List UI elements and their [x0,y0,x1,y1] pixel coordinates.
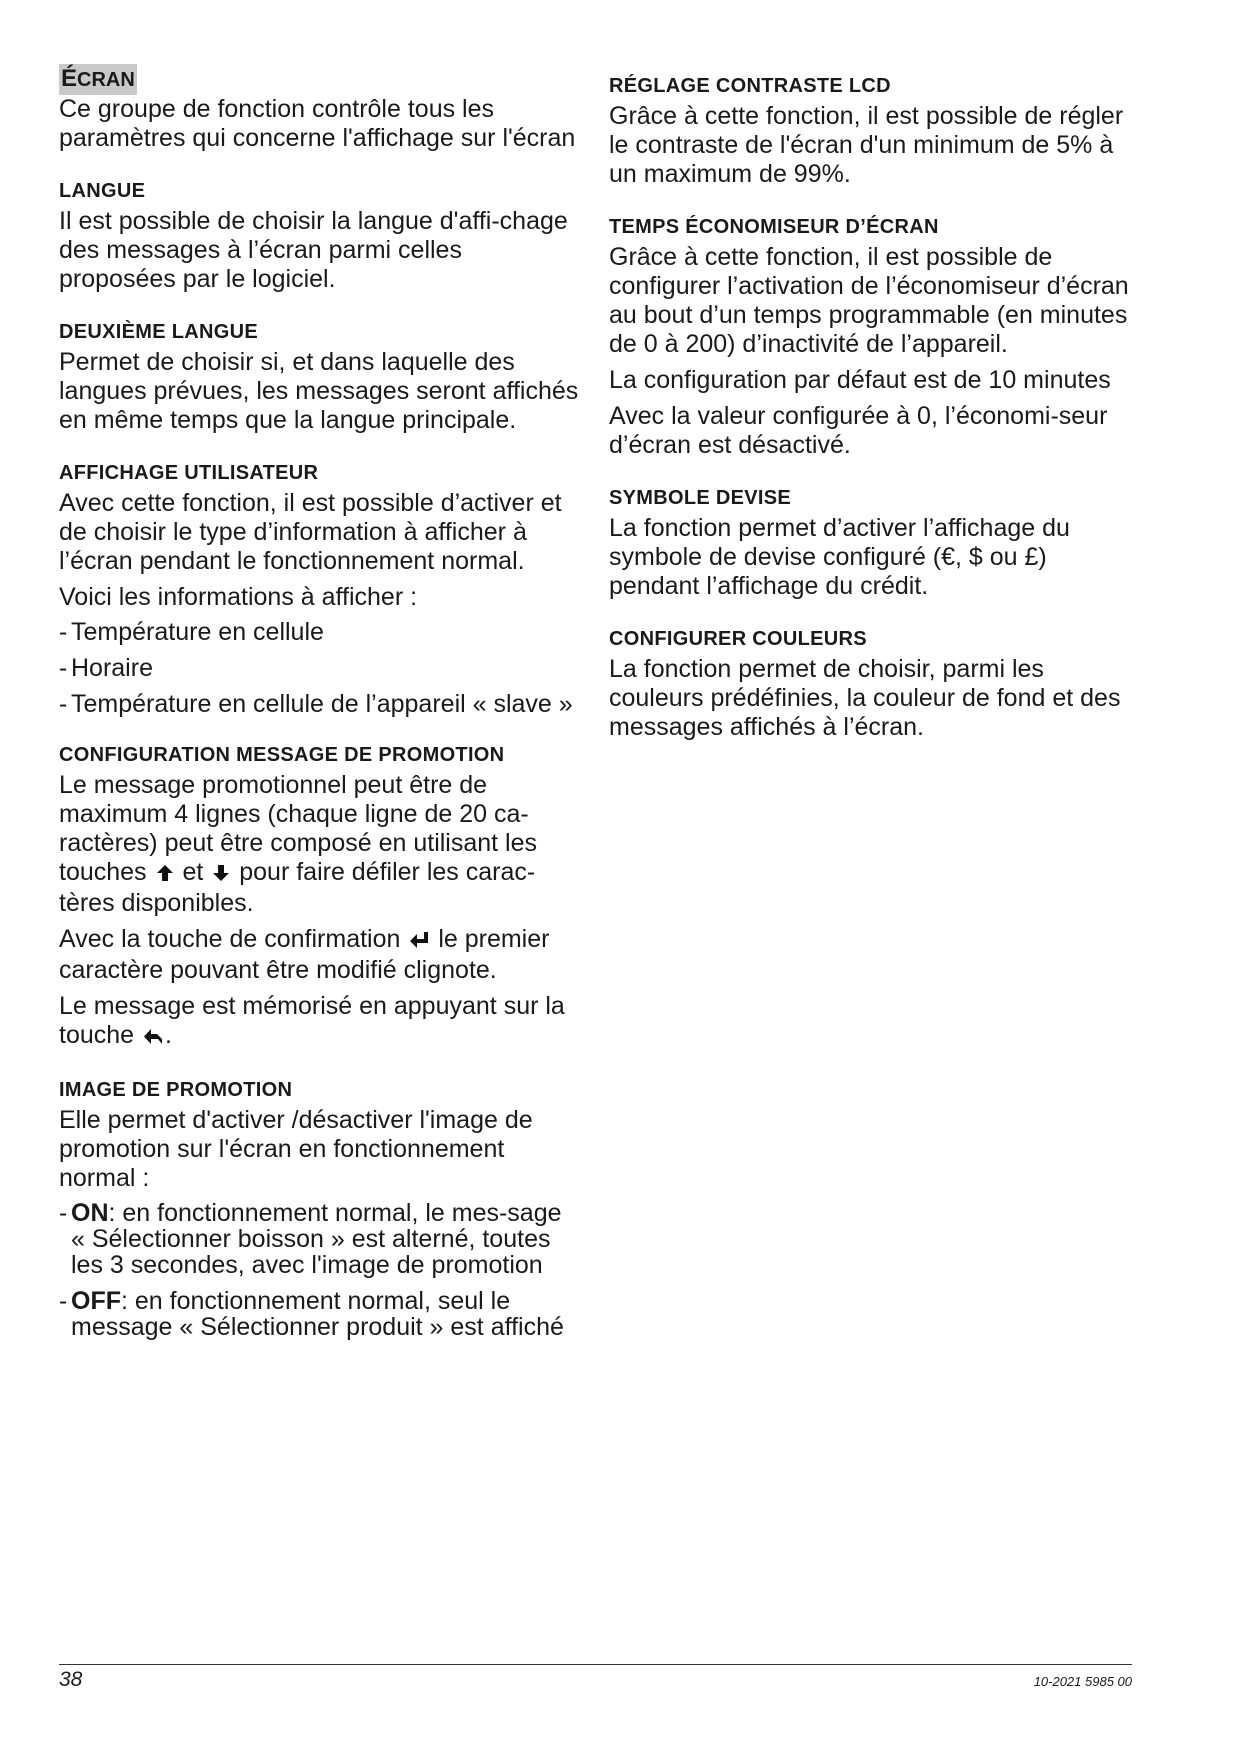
list-item-text: Température en cellule [71,618,324,646]
back-arrow-icon [143,1023,163,1052]
right-column [609,64,1139,749]
contraste-text: Grâce à cette fonction, il est possible de régler le contraste de l'écran d'un minimum de 5% à un maximum de 99%. [609,102,1124,188]
devise-title: SYMBOLE DEVISE [609,487,792,509]
affichage-utilisateur-list-intro: Voici les informations à afficher : [59,583,418,611]
list-item: - Température en cellule [59,618,324,646]
list-item: - Horaire [59,654,153,682]
message-promotion-p2: Avec la touche de confirmation le premier caractère pouvant être modifié clignote. [59,925,550,984]
list-item: - OFF: en fonctionnement normal, seul le message « Sélectionner produit » est affiché [59,1287,564,1341]
langue-title: LANGUE [59,180,146,202]
message-promotion-p3: Le message est mémorisé en appuyant sur la touche . [59,992,581,1052]
affichage-utilisateur-text: Avec cette fonction, il est possible d’activer et de choisir le type d’information à afficher à l’écran pendant le fonctionnement normal. [59,489,562,575]
list-item: - Température en cellule de l’appareil « slave » [59,690,573,718]
left-column [59,64,581,1350]
affichage-utilisateur-title: AFFICHAGE UTILISATEUR [59,462,319,484]
list-item-text: Horaire [71,654,153,682]
document-code: 10-2021 5985 00 [1033,1674,1132,1689]
arrow-down-icon [212,860,230,889]
couleurs-title: CONFIGURER COULEURS [609,628,867,650]
image-promotion-text: Elle permet d'activer /désactiver l'image de promotion sur l'écran en fonctionnement normal : [59,1106,533,1192]
on-label: ON [71,1199,109,1227]
couleurs-text: La fonction permet de choisir, parmi les couleurs prédéfinies, la couleur de fond et des messages affichés à l’écran. [609,655,1121,741]
deuxieme-langue-text: Permet de choisir si, et dans laquelle des langues prévues, les messages seront affichés en même temps que la langue principale. [59,348,579,434]
message-promotion-title: CONFIGURATION MESSAGE DE PROMOTION [59,744,505,766]
economiseur-text3: Avec la valeur configurée à 0, l’économi-seur d’écran est désactivé. [609,402,1108,459]
list-item: - ON: en fonctionnement normal, le mes-sage « Sélectionner boisson » est alterné, toutes les 3 secondes, avec l'image de promotion [59,1199,562,1279]
footer-divider [59,1664,1132,1665]
section-intro: Ce groupe de fonction contrôle tous les paramètres qui concerne l'affichage sur l'écran [59,95,576,152]
devise-text: La fonction permet d’activer l’affichage du symbole de devise configuré (€, $ ou £) pendant l’affichage du crédit. [609,514,1070,600]
langue-text: Il est possible de choisir la langue d'affi-chage des messages à l’écran parmi celles proposées par le logiciel. [59,207,568,293]
section-title-initial: É [61,65,78,92]
deuxieme-langue-title: DEUXIÈME LANGUE [59,321,258,343]
economiseur-title: TEMPS ÉCONOMISEUR D’ÉCRAN [609,216,939,238]
economiseur-text2: La configuration par défaut est de 10 minutes [609,366,1111,394]
economiseur-text1: Grâce à cette fonction, il est possible de configurer l’activation de l’économiseur d’écran au bout d’un temps programmable (en minutes de 0 à 200) d’inactivité de l’appareil. [609,243,1129,358]
message-promotion-p1: Le message promotionnel peut être de maximum 4 lignes (chaque ligne de 20 ca-ractères) peut être composé en utilisant les touches et pour faire défiler les carac-tères disponibles. [59,771,538,917]
page-number: 38 [59,1668,83,1691]
contraste-title: RÉGLAGE CONTRASTE LCD [609,75,891,97]
section-title-rest: CRAN [77,69,135,91]
section-title [59,64,137,95]
image-promotion-title: IMAGE DE PROMOTION [59,1079,293,1101]
list-item-text: Température en cellule de l’appareil « slave » [71,690,573,718]
enter-icon [409,927,429,956]
off-label: OFF [71,1287,121,1315]
arrow-up-icon [156,860,174,889]
image-promotion-list [59,1200,581,1340]
affichage-utilisateur-list [59,619,581,717]
